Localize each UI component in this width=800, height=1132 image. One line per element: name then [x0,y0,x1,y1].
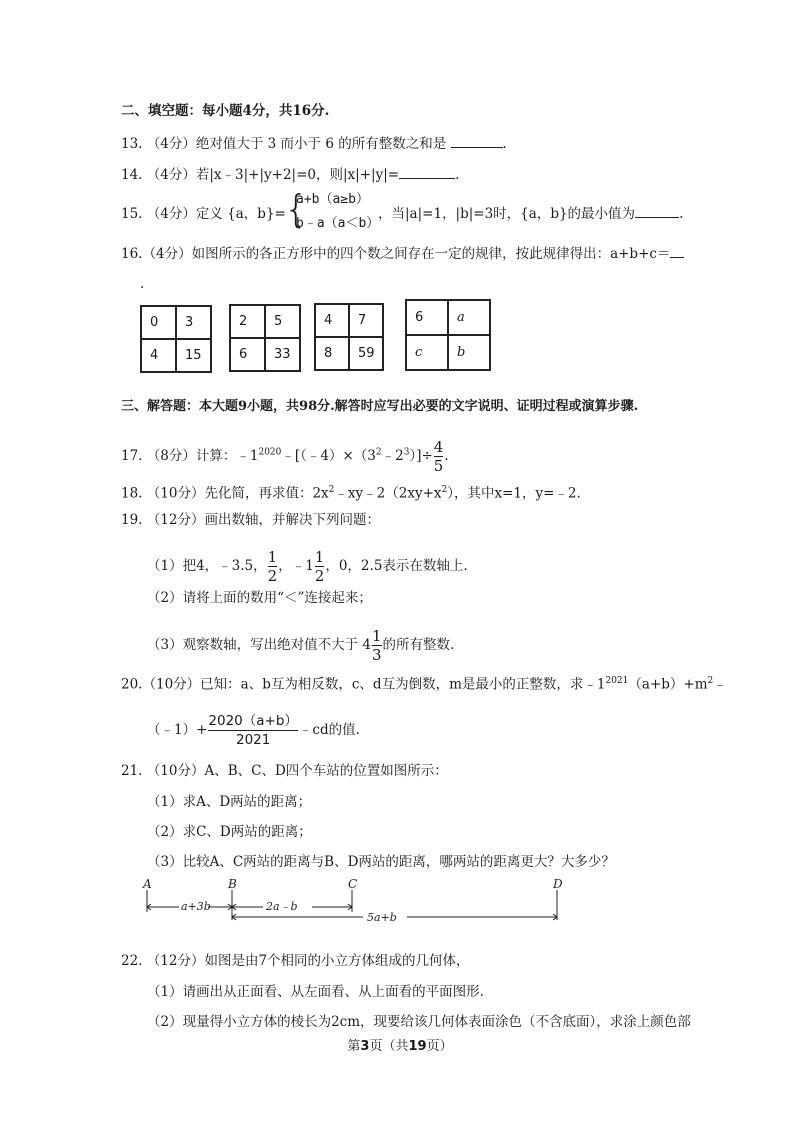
square-cell: a [448,300,490,335]
question-score: （10分） [146,485,205,502]
exponent: 2 [707,676,714,686]
fraction: $\frac{4}{5}$ [433,438,444,475]
question-number: 20. [121,676,143,693]
question-16 [121,245,684,263]
question-text: 如图所示的各正方形中的四个数之间存在一定的规律，按此规律得出：a+b+c＝ [191,246,671,262]
page-footer [0,1035,800,1054]
question-22 [121,952,470,970]
question-text: 如图是由7个相同的小立方体组成的几何体， [204,953,470,969]
question-text: ）]÷ [409,448,433,464]
question-21-part-1: （1）求A、D两站的距离； [147,794,312,810]
square-cell: 8 [315,337,349,370]
definition-label: 定义 {a，b}= [195,206,286,222]
number-square-4 [405,299,491,371]
footer-text: 页） [426,1039,453,1054]
page-number: 3 [360,1039,370,1054]
part-text: （1）把4，﹣3.5， [147,558,267,574]
question-15-lead [121,205,286,223]
question-text: ﹣[（﹣4）×（3 [281,448,376,464]
question-21 [121,762,448,780]
question-number: 17. [121,448,143,464]
square-cell: c [406,335,448,370]
question-21-part-3: （3）比较A、C两站的距离与B、D两站的距离，哪两站的距离更大？大多少？ [147,854,615,870]
period: . [455,167,460,183]
exponent: 2 [441,485,448,495]
exponent: 2021 [605,676,629,686]
square-cell: 4 [315,304,349,337]
question-text: 绝对值大于 3 而小于 6 的所有整数之和是 [195,136,447,152]
station-label-c: C [348,877,358,891]
station-label-a: A [143,877,152,891]
station-diagram [135,876,575,928]
question-score: （10分） [146,763,205,779]
exponent: 2020 [258,447,282,458]
question-number: 14. [121,167,143,183]
question-text: 画出数轴，并解决下列问题： [204,512,380,528]
period: . [140,276,145,292]
question-text: ﹣2 [381,448,404,464]
question-20-line-2 [147,712,360,749]
footer-text: 第 [347,1039,361,1054]
question-text: ），其中x=1，y=﹣2. [447,485,581,502]
question-text: A、B、C、D四个车站的位置如图所示： [204,763,448,779]
square-cell: 7 [349,304,383,337]
section-2-title: 二、填空题：每小题4分，共16分. [121,103,330,119]
period: . [502,136,507,152]
question-19 [121,511,380,529]
question-score: （4分） [146,206,196,222]
square-cell: 59 [349,337,383,370]
question-number: 18. [121,485,143,502]
question-score: （12分） [146,953,205,969]
answer-blank [670,245,684,258]
fraction-third: $\frac{1}{3}$ [371,627,382,664]
question-21-part-2: （2）求C、D两站的距离； [147,824,312,840]
question-15-tail [378,205,683,223]
question-17 [121,438,449,475]
number-square-2 [229,304,301,372]
question-number: 15. [121,206,143,222]
question-text: （﹣1）+ [147,722,208,738]
question-19-part-2: （2）请将上面的数用“＜”连接起来； [147,590,372,606]
square-cell: 5 [265,305,300,338]
question-number: 22. [121,953,143,969]
number-square-3 [314,303,384,371]
square-cell: b [448,335,490,370]
left-brace-icon: { [284,187,309,231]
fraction: $\frac{2020(a+b)}{2021}$ [208,713,298,748]
question-number: 19. [121,512,143,528]
part-text: （3）观察数轴，写出绝对值不大于 4 [147,637,371,653]
square-cell: 6 [406,300,448,335]
question-text: ﹣ [713,676,727,693]
fraction-half: $\frac{1}{2}$ [314,548,325,585]
footer-text: 页（共 [369,1039,409,1054]
period: . [679,206,684,222]
question-text: ，当|a|=1，|b|=3时，{a，b}的最小值为 [378,206,636,222]
question-number: 13. [121,136,143,152]
square-cell: 2 [230,305,265,338]
question-score: （8分） [146,448,196,464]
square-cell: 3 [176,306,211,339]
question-score: （4分） [146,167,196,183]
exponent: 3 [403,447,410,458]
question-18 [121,481,581,503]
question-13 [121,135,507,153]
part-text: ，﹣1 [278,558,314,574]
square-cell: 4 [141,339,176,372]
question-score: （10分） [142,676,201,693]
square-cell: 33 [265,338,300,371]
segment-bd-label: 5a+b [367,911,397,924]
question-text: 已知：a、b互为相反数，c、d互为倒数，m是最小的正整数，求﹣1 [200,676,606,693]
square-cell: 6 [230,338,265,371]
exponent: 2 [328,485,335,495]
period: . [444,448,449,464]
part-text: 的所有整数. [382,637,455,653]
exponent: 2 [375,447,382,458]
question-text: ﹣cd的值. [298,722,360,738]
question-14 [121,166,459,184]
question-number: 16. [121,246,143,262]
station-label-b: B [228,877,237,891]
total-pages: 19 [408,1039,427,1054]
question-text: 先化简，再求值：2x [204,485,329,502]
segment-bc-label: 2a﹣b [266,900,298,913]
question-text: 若|x﹣3|+|y+2|=0，则|x|+|y|= [195,167,400,183]
question-text: （a+b）+m [628,676,708,693]
square-cell: 15 [176,339,211,372]
station-label-d: D [553,877,563,891]
part-text: ，0，2.5表示在数轴上. [325,558,468,574]
question-20 [121,672,727,694]
question-score: （12分） [146,512,205,528]
question-score: （4分） [146,136,196,152]
number-square-1 [140,305,212,373]
answer-blank [451,135,503,148]
case-2: b﹣a（a＜b） [296,216,380,231]
question-text: ﹣xy﹣2（2xy+x [334,485,442,502]
answer-blank [399,166,455,179]
segment-ab-label: a+3b [181,900,211,913]
case-1: a+b（a≥b） [296,192,369,207]
question-22-part-1: （1）请画出从正面看、从左面看、从上面看的平面图形. [147,984,484,1000]
section-3-title: 三、解答题：本大题9小题，共98分.解答时应写出必要的文字说明、证明过程或演算步骤. [121,399,639,414]
fraction-half: $\frac{1}{2}$ [267,548,278,585]
question-22-part-2: （2）现量得小立方体的棱长为2cm，现要给该几何体表面涂色（不含底面），求涂上颜色部 [147,1014,691,1030]
question-number: 21. [121,763,143,779]
question-text: 计算：﹣1 [195,448,259,464]
question-19-part-1 [147,548,468,585]
answer-blank [635,205,679,218]
square-cell: 0 [141,306,176,339]
question-score: （4分） [142,246,192,262]
question-19-part-3 [147,627,454,664]
